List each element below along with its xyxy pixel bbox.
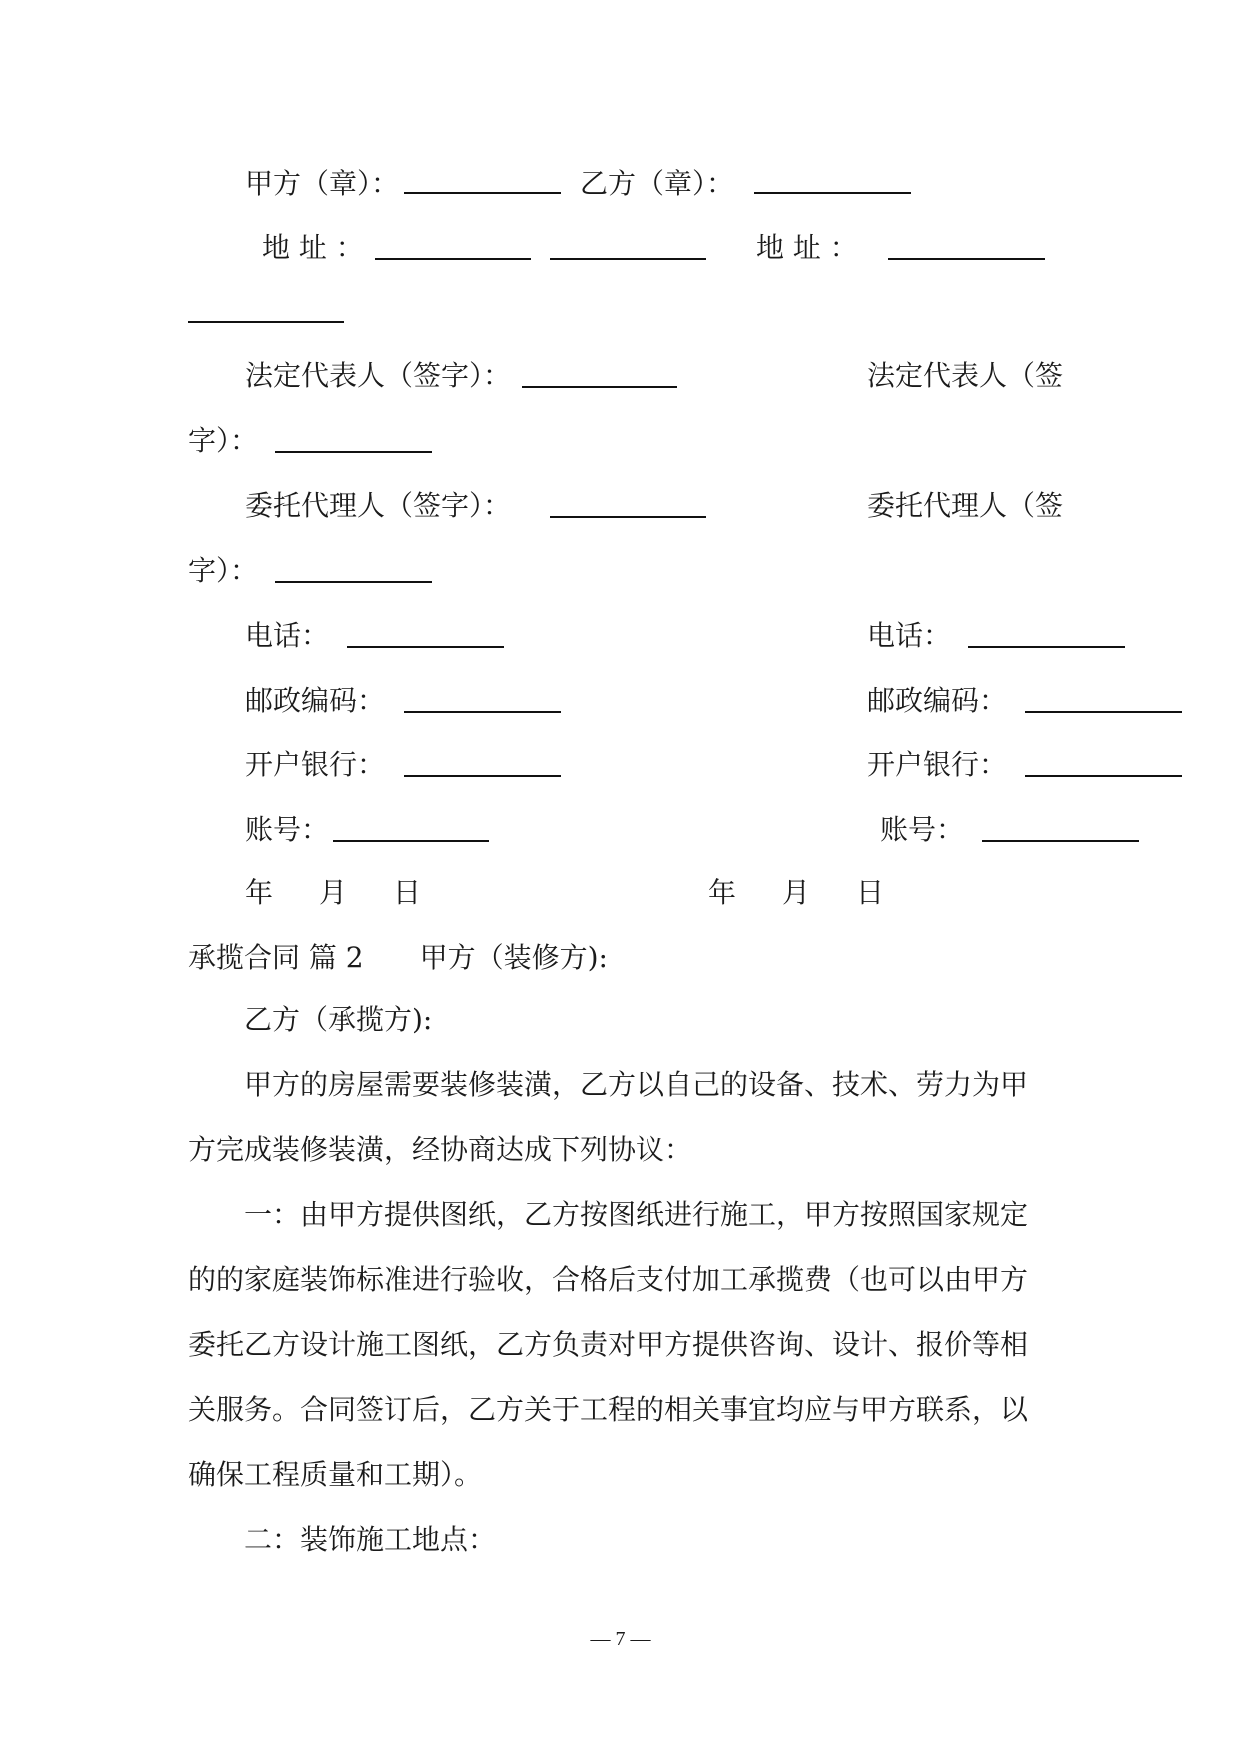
- contract2-body: [188, 987, 1048, 1572]
- party-a-date: [245, 876, 421, 910]
- party-a-postcode-blank: [404, 711, 561, 713]
- party-a-seal-label: 甲方（章）：: [245, 167, 400, 200]
- party-b-bank-label: 开户银行：: [867, 748, 1008, 781]
- party-b-account-label: 账号：: [880, 813, 965, 846]
- party-a-account-label: 账号：: [245, 813, 330, 846]
- party-b-agent-label-part2: 字）：: [188, 554, 259, 587]
- party-a-bank-blank: [404, 775, 561, 777]
- party-b-legal-rep-label-part2: 字）：: [188, 424, 259, 457]
- party-b-legal-rep-label-part1: 法定代表人（签: [867, 359, 1064, 392]
- party-b-date: [708, 876, 884, 910]
- party-b-date-month: 月: [782, 876, 811, 909]
- party-b-phone-blank: [968, 646, 1125, 648]
- contract2-clause-2: 二：装饰施工地点：: [244, 1523, 497, 1556]
- party-b-date-year: 年: [708, 876, 737, 909]
- party-b-seal-label: 乙方（章）：: [580, 167, 735, 200]
- party-b-legal-rep-blank: [275, 451, 432, 453]
- contract2-heading-line: [188, 941, 608, 975]
- party-b-address-blank-1: [888, 258, 1045, 260]
- party-b-phone-label: 电话：: [867, 619, 952, 652]
- party-a-postcode-label: 邮政编码：: [245, 684, 386, 717]
- contract2-intro: 甲方的房屋需要装修装潢，乙方以自己的设备、技术、劳力为甲方完成装修装潢，经协商达成下列协议：: [188, 1068, 1029, 1166]
- party-a-agent-blank: [550, 516, 706, 518]
- party-a-phone-blank: [347, 646, 504, 648]
- party-b-address-label: 地 址 ：: [756, 231, 858, 264]
- party-a-bank-label: 开户银行：: [245, 748, 386, 781]
- party-b-seal-blank: [754, 192, 911, 194]
- party-b-postcode-blank: [1025, 711, 1182, 713]
- party-a-legal-rep-blank: [522, 386, 677, 388]
- contract2-party-b: 乙方（承揽方):: [244, 1003, 433, 1036]
- party-b-agent-label-part1: 委托代理人（签: [867, 489, 1064, 522]
- party-a-date-day: 日: [393, 876, 422, 909]
- party-a-address-label: 地 址 ：: [262, 231, 364, 264]
- party-a-address-blank-2: [550, 258, 706, 260]
- party-a-legal-rep-label: 法定代表人（签字）：: [245, 359, 512, 392]
- party-a-phone-label: 电话：: [245, 619, 330, 652]
- contract2-heading: 承揽合同 篇 2: [188, 941, 364, 974]
- party-b-bank-blank: [1025, 775, 1182, 777]
- contract2-clause-1: 一：由甲方提供图纸，乙方按图纸进行施工，甲方按照国家规定的的家庭装饰标准进行验收，合格后支付加工承揽费（也可以由甲方委托乙方设计施工图纸，乙方负责对甲方提供咨询、设计、报价等相关服务。合同签订后，乙方关于工程的相关事宜均应与甲方联系，以确保工程质量和工期）。: [188, 1198, 1029, 1491]
- party-a-date-month: 月: [319, 876, 348, 909]
- party-a-account-blank: [333, 840, 489, 842]
- party-b-account-blank: [982, 840, 1139, 842]
- page-number: — 7 —: [590, 1628, 651, 1650]
- party-b-postcode-label: 邮政编码：: [867, 684, 1008, 717]
- party-a-seal-blank: [404, 192, 561, 194]
- party-a-agent-label: 委托代理人（签字）：: [245, 489, 512, 522]
- party-a-date-year: 年: [245, 876, 274, 909]
- contract2-party-a: 甲方（装修方):: [419, 941, 608, 974]
- party-b-address-blank-2: [188, 321, 344, 323]
- party-a-address-blank-1: [375, 258, 531, 260]
- party-b-agent-blank: [275, 581, 432, 583]
- party-b-date-day: 日: [856, 876, 885, 909]
